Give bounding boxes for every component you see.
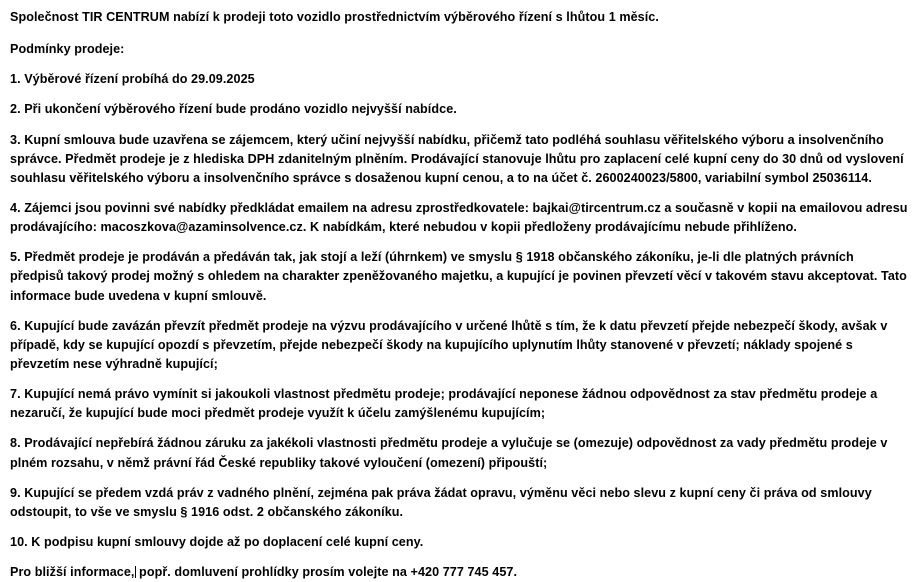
paragraph-item-5: 5. Předmět prodeje je prodáván a předáván tak, jak stojí a leží (úhrnkem) ve smyslu § 1918 občanského zákoníku, je-li dle platných právních předpisů takový prodej možný s ohledem na charakter zpeněžovaného majetku, a kupující je povinen převzetí věcí v takovém stavu akceptovat. Tato informace bude uvedena v kupní smlouvě. bbox=[10, 250, 907, 303]
paragraph-item-4: 4. Zájemci jsou povinni své nabídky předkládat emailem na adresu zprostředkovatele: bajkai@tircentrum.cz a současně v kopii na emailovou adresu prodávajícího: macoszkova@azaminsolvence.cz. K nabídkám, které nebudou v kopii předloženy prodávajícímu nebude přihlíženo. bbox=[10, 200, 908, 235]
paragraph-intro: Společnost TIR CENTRUM nabízí k prodeji toto vozidlo prostřednictvím výběrového řízení s lhůtou 1 měsíc. bbox=[10, 10, 659, 24]
paragraph-item-3: 3. Kupní smlouva bude uzavřena se zájemcem, který učiní nejvyšší nabídku, přičemž tato podléhá souhlasu věřitelského výboru a insolvenčního správce. Předmět prodeje je z hlediska DPH zdanitelným plněním. Prodávající stanovuje lhůtu pro zaplacení celé kupní ceny do 30 dnů od vyslovení souhlasu věřitelského výboru a insolvenčního správce s dosaženou kupní cenou, a to na účet č. 2600240023/5800, variabilní symbol 25036114. bbox=[10, 132, 904, 185]
paragraph-conditions-heading: Podmínky prodeje: bbox=[10, 42, 125, 57]
contact-text-after-cursor: popř. domluvení prohlídky prosím volejte na +420 777 745 457. bbox=[135, 565, 518, 580]
contact-text-before-cursor: Pro bližší informace, bbox=[10, 565, 135, 580]
paragraph-item-9: 9. Kupující se předem vzdá práv z vadného plnění, zejména pak práva žádat opravu, výměnu věci nebo slevu z kupní ceny či práva od smlouvy odstoupit, to vše ve smyslu § 1916 odst. 2 občanského zákoníku. bbox=[10, 485, 872, 519]
paragraph-item-1: 1. Výběrové řízení probíhá do 29.09.2025 bbox=[10, 72, 255, 87]
paragraph-item-10: 10. K podpisu kupní smlouvy dojde až po doplacení celé kupní ceny. bbox=[10, 534, 424, 549]
paragraph-item-6: 6. Kupující bude zavázán převzít předmět prodeje na výzvu prodávajícího v určené lhůtě s tím, že k datu převzetí přejde nebezpečí škody, avšak v případě, kdy se kupující opozdí s převzetím, přejde nebezpečí škody na kupujícího uplynutím lhůty stanovené v převzetí; náklady spojené s převzetím nese výhradně kupující; bbox=[10, 318, 888, 371]
paragraph-contact bbox=[10, 563, 908, 582]
paragraph-item-8: 8. Prodávající nepřebírá žádnou záruku za jakékoli vlastnosti předmětu prodeje a vylučuje se (omezuje) odpovědnost za vady předmětu prodeje v plném rozsahu, v němž právní řád České republiky takové vyloučení (omezení) připouští; bbox=[10, 436, 888, 470]
paragraph-item-7: 7. Kupující nemá právo vymínit si jakoukoli vlastnost předmětu prodeje; prodávající neponese žádnou odpovědnost za stav předmětu prodeje a nezaručí, že kupující bude moci předmět prodeje využít k účelu zamýšlenému kupujícím; bbox=[10, 387, 878, 421]
paragraph-item-2: 2. Při ukončení výběrového řízení bude prodáno vozidlo nejvyšší nabídce. bbox=[10, 102, 457, 117]
